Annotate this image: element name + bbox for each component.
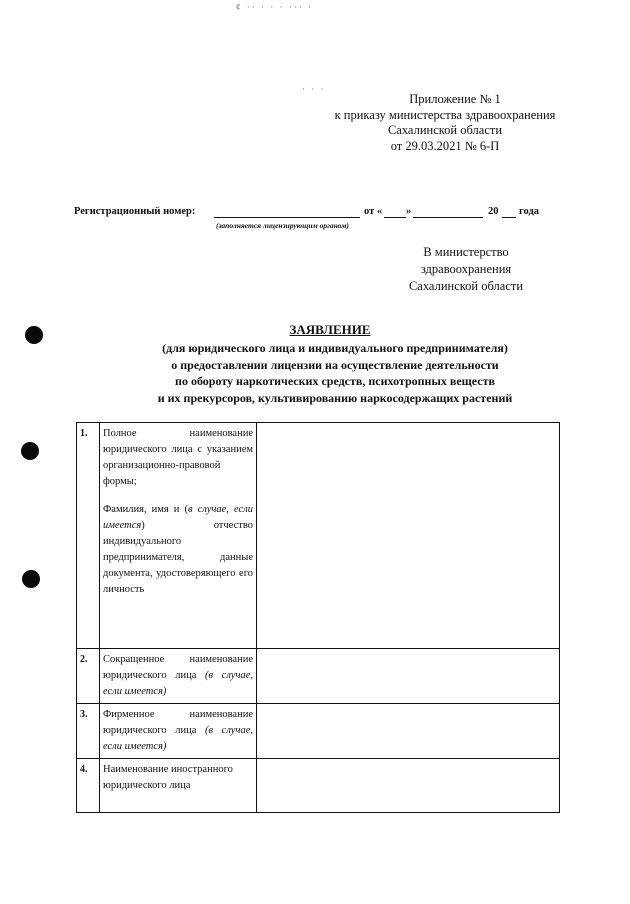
row-description-part-b: [103, 502, 253, 598]
header-line-1: Приложение № 1: [409, 92, 501, 106]
registration-note: (заполняется лицензирующим органом): [216, 221, 349, 230]
registration-month-line: [413, 217, 483, 218]
registration-label: Регистрационный номер:: [74, 206, 196, 217]
registration-number-line: [214, 217, 360, 218]
row-number: 1.: [77, 423, 100, 649]
subtitle-line-1: (для юридического лица и индивидуального предпринимателя): [162, 341, 508, 355]
registration-year-prefix: 20: [488, 206, 499, 217]
row-value-field[interactable]: [257, 704, 560, 759]
row-description: [100, 759, 257, 813]
scan-specks-top: ¢ ·· · · · ··· ·: [236, 2, 313, 12]
row-number: 3.: [77, 704, 100, 759]
row-value-field[interactable]: [257, 759, 560, 813]
punch-hole-3: [22, 570, 40, 588]
desc-text: Сокращенное наименование юридического лица: [103, 654, 253, 681]
desc-text: Фамилия, имя и (: [103, 504, 188, 515]
addressee-line-2: здравоохранения: [420, 262, 512, 276]
subtitle-line-2: о предоставлении лицензии на осуществление деятельности: [171, 357, 499, 372]
subtitle-block: [0, 340, 630, 406]
punch-hole-2: [21, 442, 39, 460]
desc-text: ) отчество индивидуального предпринимателя, данные документа, удостоверяющего его личность: [103, 520, 253, 595]
table-row-4: [77, 759, 560, 813]
addressee-block: [386, 244, 546, 295]
desc-italic: в случае, если имеется: [103, 504, 253, 531]
header-line-3: Сахалинской области: [387, 123, 503, 137]
document-title: ЗАЯВЛЕНИЕ: [289, 322, 371, 337]
row-description: [100, 423, 257, 649]
addressee-line-1: В министерство: [423, 245, 509, 259]
desc-text: Фирменное наименование юридического лица: [103, 709, 253, 736]
row-number: 2.: [77, 649, 100, 704]
application-table: [76, 422, 560, 813]
scan-specks-mid: · · ·: [302, 84, 326, 94]
row-value-field[interactable]: [257, 649, 560, 704]
table-row-3: [77, 704, 560, 759]
row-value-field[interactable]: [257, 423, 560, 649]
registration-year-line: [502, 217, 516, 218]
row-description: [100, 649, 257, 704]
registration-from: от «: [364, 206, 383, 217]
addressee-line-3: Сахалинской области: [408, 279, 524, 293]
desc-italic: (в случае, если имеется): [103, 670, 253, 697]
row-description-part-a: Полное наименование юридического лица с указанием организационно-правовой формы;: [103, 428, 253, 487]
desc-italic: (в случае, если имеется): [103, 725, 253, 752]
row-description: [100, 704, 257, 759]
registration-quote-close: »: [406, 206, 412, 217]
subtitle-line-4: и их прекурсоров, культивированию наркосодержащих растений: [157, 390, 513, 405]
desc-text: Наименование иностранного юридического лица: [103, 764, 233, 791]
header-line-4: от 29.03.2021 № 6-П: [390, 138, 500, 153]
registration-year-suffix: года: [519, 206, 540, 217]
table-row-2: [77, 649, 560, 704]
table-row-1: [77, 423, 560, 649]
row-number: 4.: [77, 759, 100, 813]
header-line-2: к приказу министерства здравоохранения: [334, 107, 556, 122]
header-block: [300, 92, 590, 154]
registration-day-line: [384, 217, 406, 218]
subtitle-line-3: по обороту наркотических средств, психотропных веществ: [175, 374, 495, 388]
